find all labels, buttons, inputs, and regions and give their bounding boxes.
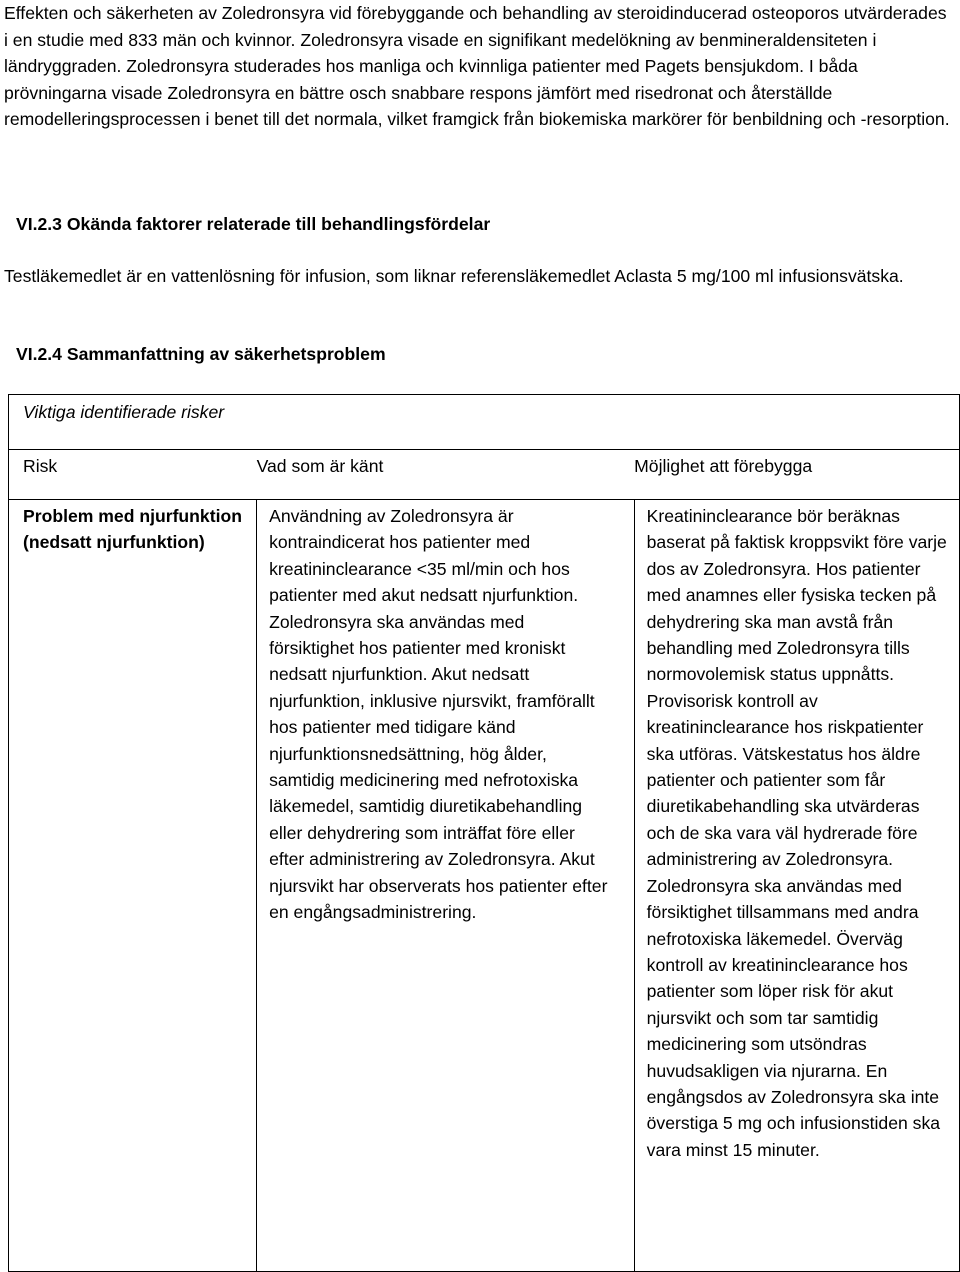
known-cell: Användning av Zoledronsyra är kontraindicerat hos patienter med kreatininclearance <35 ml/min och hos patienter med akut nedsatt njurfunktion. Zoledronsyra ska användas med försiktighet hos patienter med kroniskt nedsatt njurfunktion. Akut nedsatt njurfunktion, inklusive njursvikt, framförallt hos patienter med tidigare känd njurfunktionsnedsättning, hög ålder, samtidig medicinering med nefrotoxiska läkemedel, samtidig diuretikabehandling eller dehydrering som inträffat före eller efter administrering av Zoledronsyra. Akut njursvikt har observerats hos patienter efter en engångsadministrering.	[257, 500, 635, 1272]
column-header-known: Vad som är känt	[256, 456, 384, 476]
section-heading-vi-2-3: VI.2.3 Okända faktorer relaterade till behandlingsfördelar	[16, 214, 491, 234]
intro-paragraph: Effekten och säkerheten av Zoledronsyra vid förebyggande och behandling av steroidinducerad osteoporos utvärderades i en studie med 833 män och kvinnor. Zoledronsyra visade en signifikant medelökning av benmineraldensiteten i ländryggraden. Zoledronsyra studerades hos manliga och kvinnliga patienter med Pagets bensjukdom. I båda prövningarna visade Zoledronsyra en bättre osch snabbare respons jämfört med risedronat och återställde remodelleringsprocessen i benet till det normala, vilket framgick från biokemiska markörer för benbildning och -resorption.	[4, 3, 950, 129]
risk-table	[8, 394, 960, 1272]
column-header-risk: Risk	[9, 450, 257, 500]
prevention-cell: Kreatininclearance bör beräknas baserat på faktisk kroppsvikt före varje dos av Zoledronsyra. Hos patienter med anamnes eller fysiska tecken på dehydrering ska man avstå från behandling med Zoledronsyra tills normovolemisk status uppnåtts. Provisorisk kontroll av kreatininclearance hos riskpatienter ska utföras. Vätskestatus hos äldre patienter och patienter som får diuretikabehandling ska utvärderas och de ska vara väl hydrerade före administrering av Zoledronsyra. Zoledronsyra ska användas med försiktighet tillsammans med andra nefrotoxiska läkemedel. Överväg kontroll av kreatininclearance hos patienter som löper risk för akut njursvikt och som tar samtidig medicinering som utsöndras huvudsakligen via njurarna. En engångsdos av Zoledronsyra ska inte överstiga 5 mg och infusionstiden ska vara minst 15 minuter.	[634, 500, 959, 1272]
section-vi-2-3-text: Testläkemedlet är en vattenlösning för infusion, som liknar referensläkemedlet Aclasta 5 mg/100 ml infusionsvätska.	[4, 266, 904, 286]
column-header-prevention: Möjlighet att förebygga	[634, 450, 959, 500]
section-heading-vi-2-4: VI.2.4 Sammanfattning av säkerhetsproblem	[16, 344, 386, 364]
risk-table-header-row	[9, 450, 960, 500]
risk-table-caption-row	[9, 395, 960, 450]
table-row	[9, 500, 960, 1272]
risk-table-caption: Viktiga identifierade risker	[9, 395, 960, 450]
risk-cell: Problem med njurfunktion (nedsatt njurfunktion)	[9, 500, 257, 1272]
